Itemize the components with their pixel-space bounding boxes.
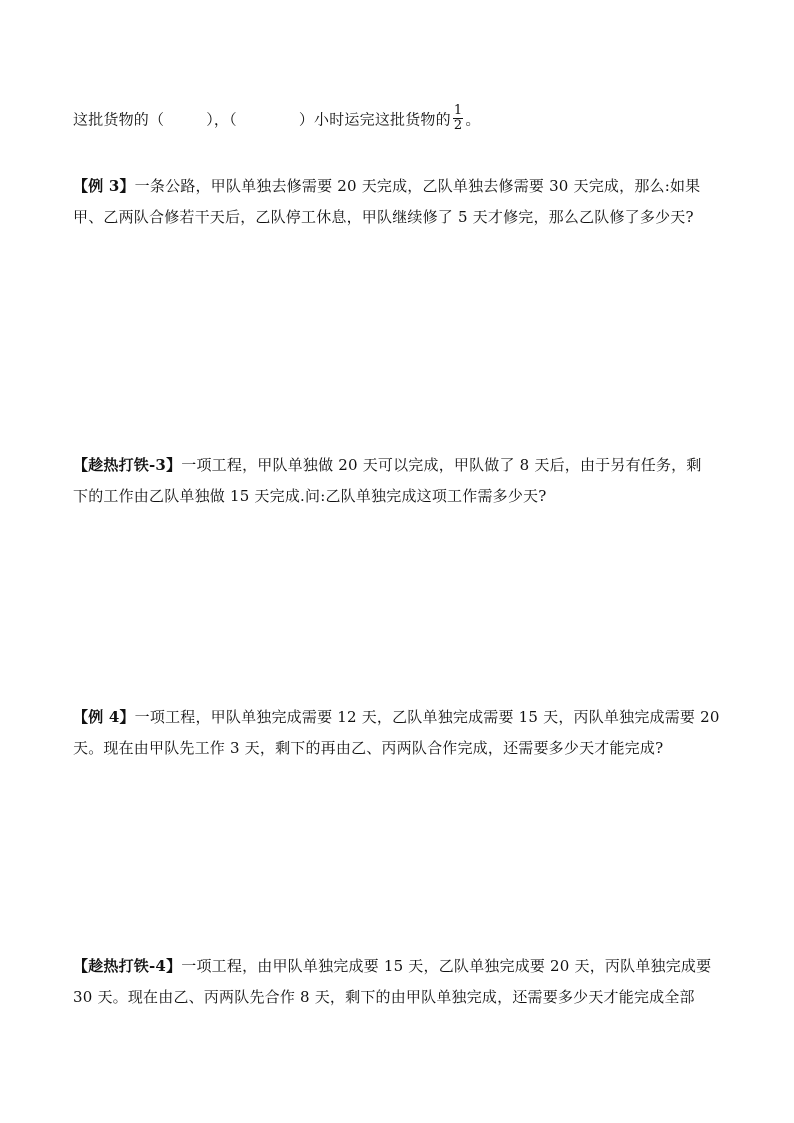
example4-text-line1: 一项工程，甲队单独完成需要 12 天，乙队单独完成需要 15 天，丙队单独完成需要 20 — [134, 708, 720, 726]
intro-line — [73, 103, 481, 135]
intro-text-1: 这批货物的（ — [73, 110, 165, 129]
intro-text-3: ）小时运完这批货物的 — [298, 110, 451, 129]
example4-text-line2: 天。现在由甲队先工作 3 天，剩下的再由乙、丙两队合作完成，还需要多少天才能完成? — [73, 739, 664, 757]
example4-line1 — [73, 707, 720, 727]
practice4-text-line1: 一项工程，由甲队单独完成要 15 天，乙队单独完成要 20 天，丙队单独完成要 — [181, 957, 712, 975]
practice3-tag: 【趁热打铁-3】 — [73, 456, 182, 474]
example3-line2 — [73, 207, 694, 227]
fraction-numerator: 1 — [453, 103, 463, 118]
practice3-text-line2: 下的工作由乙队单独做 15 天完成.问:乙队单独完成这项工作需多少天? — [73, 487, 547, 505]
example4-line2 — [73, 738, 663, 758]
example3-line1 — [73, 176, 700, 196]
example3-text-line1: 一条公路，甲队单独去修需要 20 天完成，乙队单独去修需要 30 天完成，那么:如果 — [134, 177, 701, 195]
practice4-line2 — [73, 987, 695, 1007]
intro-text-2: ），（ — [206, 110, 237, 129]
practice3-line1 — [73, 455, 702, 475]
practice4-line1 — [73, 956, 711, 976]
practice3-line2 — [73, 486, 547, 506]
fraction-one-half — [453, 104, 463, 133]
intro-text-4: 。 — [465, 110, 481, 129]
example3-tag: 【例 3】 — [73, 177, 135, 195]
practice4-tag: 【趁热打铁-4】 — [73, 957, 182, 975]
fraction-denominator: 2 — [453, 118, 463, 133]
practice3-text-line1: 一项工程，甲队单独做 20 天可以完成，甲队做了 8 天后，由于另有任务，剩 — [181, 456, 702, 474]
practice4-text-line2: 30 天。现在由乙、丙两队先合作 8 天，剩下的由甲队单独完成，还需要多少天才能完成全部 — [73, 988, 695, 1006]
example3-text-line2: 甲、乙两队合修若干天后，乙队停工休息，甲队继续修了 5 天才修完，那么乙队修了多少天? — [73, 208, 694, 226]
example4-tag: 【例 4】 — [73, 708, 135, 726]
